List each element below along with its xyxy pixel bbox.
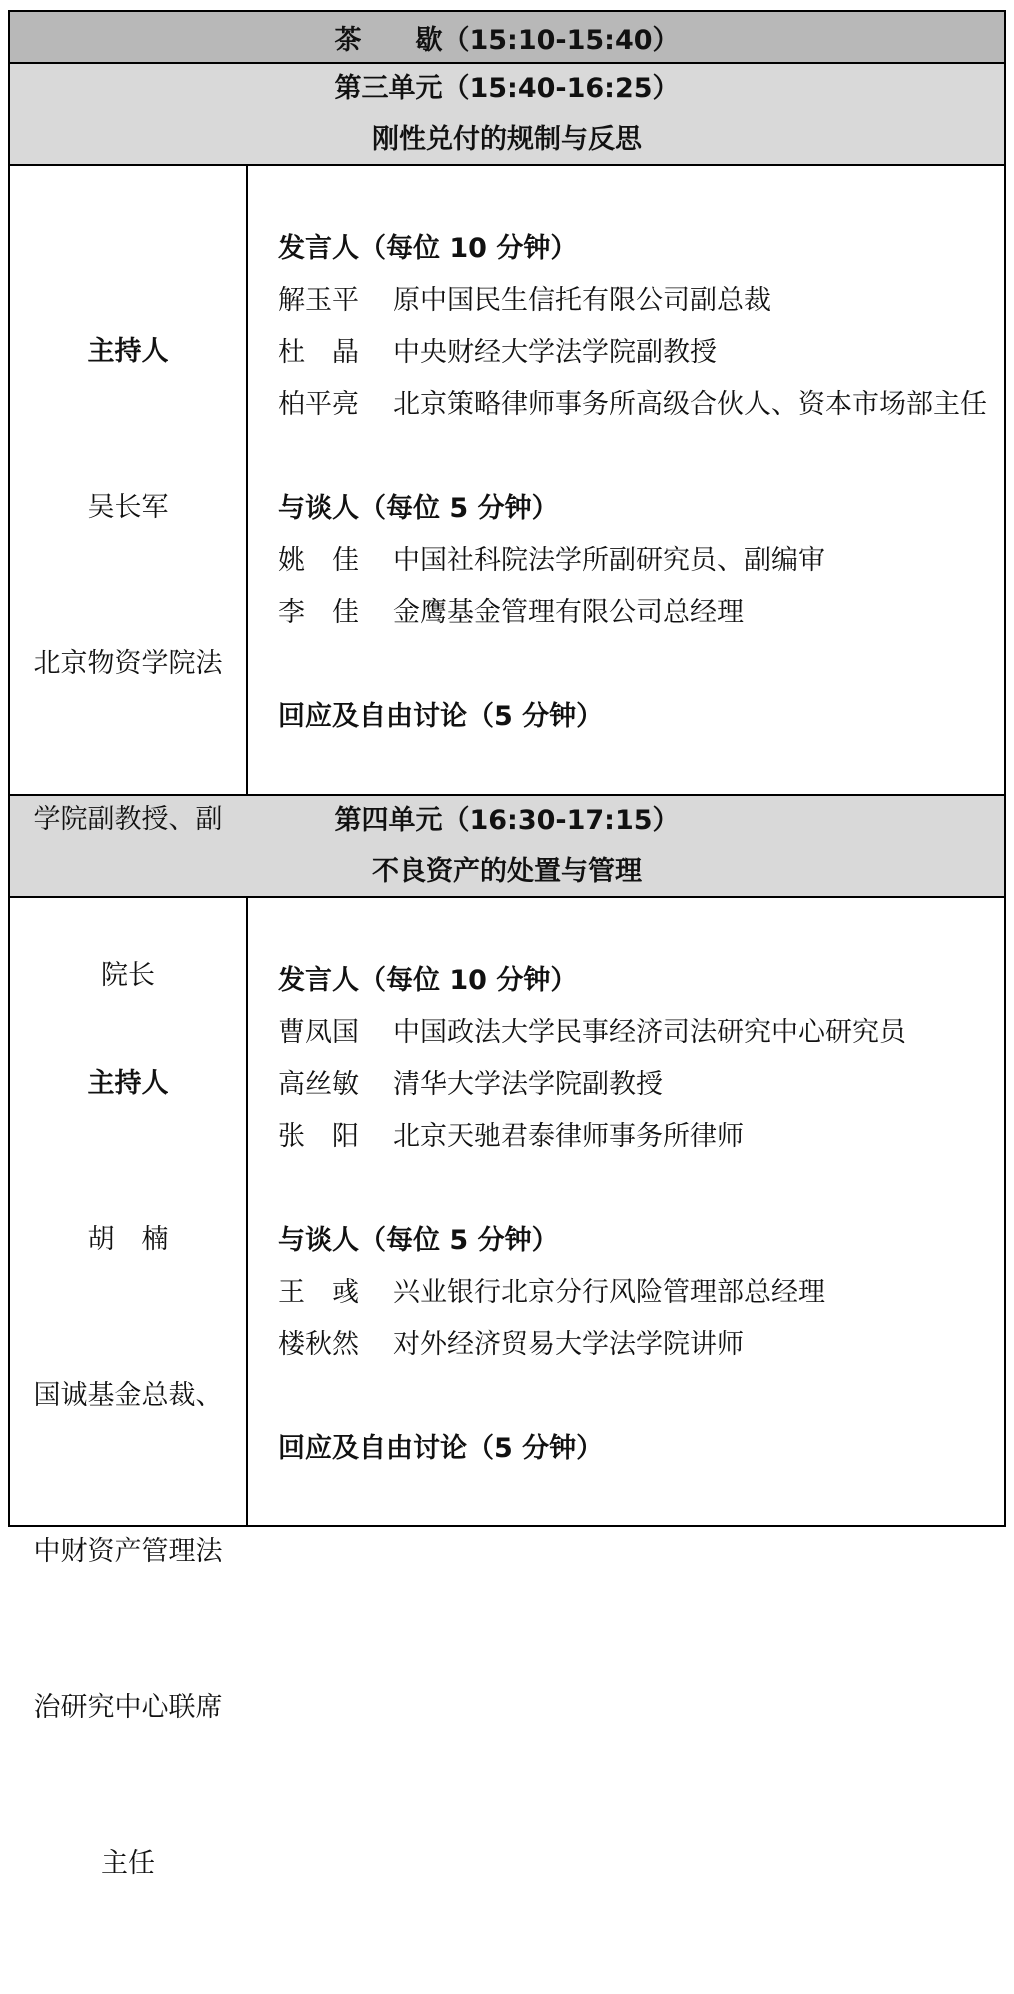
session-4-moderator-cell <box>10 898 248 1879</box>
speaker-row <box>278 1059 1004 1111</box>
speaker-row <box>278 1111 1004 1163</box>
tea-break-row <box>10 12 1004 64</box>
discussant-row <box>278 587 1004 639</box>
speaker-name: 曹凤国 <box>278 1017 359 1048</box>
speaker-name: 解玉平 <box>278 285 359 316</box>
speaker-name: 张 阳 <box>278 1121 359 1152</box>
tea-break-label: 茶 歇（15:10-15:40） <box>334 24 680 56</box>
moderator-name: 胡 楠 <box>87 1224 169 1255</box>
discussants-heading: 与谈人（每位 5 分钟） <box>278 493 559 524</box>
discussant-title: 金鹰基金管理有限公司总经理 <box>393 597 744 628</box>
session-4-topic: 不良资产的处置与管理 <box>372 856 642 887</box>
discussant-row <box>278 1319 1004 1371</box>
speaker-row <box>278 379 1004 431</box>
speaker-title: 中国政法大学民事经济司法研究中心研究员 <box>393 1017 906 1048</box>
moderator-title-line: 主任 <box>101 1848 155 1879</box>
discussant-name: 王 彧 <box>278 1277 359 1308</box>
session-4-panel-cell <box>248 898 1004 1525</box>
discussant-row <box>278 1267 1004 1319</box>
discussant-title: 对外经济贸易大学法学院讲师 <box>393 1329 744 1360</box>
session-3-topic: 刚性兑付的规制与反思 <box>372 124 642 155</box>
speaker-row <box>278 327 1004 379</box>
discussants-heading: 与谈人（每位 5 分钟） <box>278 1225 559 1256</box>
session-4-title: 第四单元（16:30-17:15） <box>334 805 680 836</box>
moderator-role: 主持人 <box>87 1068 169 1099</box>
session-4-body-row <box>10 898 1004 1879</box>
moderator-role: 主持人 <box>87 336 169 367</box>
speaker-title: 北京天驰君泰律师事务所律师 <box>393 1121 744 1152</box>
discussant-title: 中国社科院法学所副研究员、副编审 <box>393 545 825 576</box>
discussant-name: 楼秋然 <box>278 1329 359 1360</box>
session-3-header-row <box>10 64 1004 166</box>
speaker-row <box>278 275 1004 327</box>
speakers-heading: 发言人（每位 10 分钟） <box>278 965 578 996</box>
moderator-title-line: 学院副教授、副 <box>33 804 223 835</box>
speaker-name: 杜 晶 <box>278 337 359 368</box>
moderator-title-line: 院长 <box>101 960 155 991</box>
session-3-title: 第三单元（15:40-16:25） <box>334 73 680 104</box>
agenda-table <box>8 10 1006 1879</box>
discussant-row <box>278 535 1004 587</box>
discussant-title: 兴业银行北京分行风险管理部总经理 <box>393 1277 825 1308</box>
closing-label: 回应及自由讨论（5 分钟） <box>278 1433 604 1464</box>
speaker-name: 柏平亮 <box>278 389 359 420</box>
speaker-title: 清华大学法学院副教授 <box>393 1069 663 1100</box>
speaker-row <box>278 1007 1004 1059</box>
moderator-title-line: 治研究中心联席 <box>33 1692 223 1723</box>
moderator-title-line: 国诚基金总裁、 <box>33 1380 223 1411</box>
moderator-title-line: 中财资产管理法 <box>33 1536 223 1567</box>
moderator-title-line: 北京物资学院法 <box>33 648 223 679</box>
closing-label: 回应及自由讨论（5 分钟） <box>278 701 604 732</box>
session-3-moderator-cell <box>10 166 248 991</box>
discussant-name: 姚 佳 <box>278 545 359 576</box>
speaker-title: 原中国民生信托有限公司副总裁 <box>393 285 771 316</box>
session-3-panel-cell <box>248 166 1004 794</box>
speaker-name: 高丝敏 <box>278 1069 359 1100</box>
speaker-title: 中央财经大学法学院副教授 <box>393 337 717 368</box>
discussant-name: 李 佳 <box>278 597 359 628</box>
speakers-heading: 发言人（每位 10 分钟） <box>278 233 578 264</box>
speaker-title: 北京策略律师事务所高级合伙人、资本市场部主任 <box>393 389 987 420</box>
moderator-name: 吴长军 <box>87 492 169 523</box>
